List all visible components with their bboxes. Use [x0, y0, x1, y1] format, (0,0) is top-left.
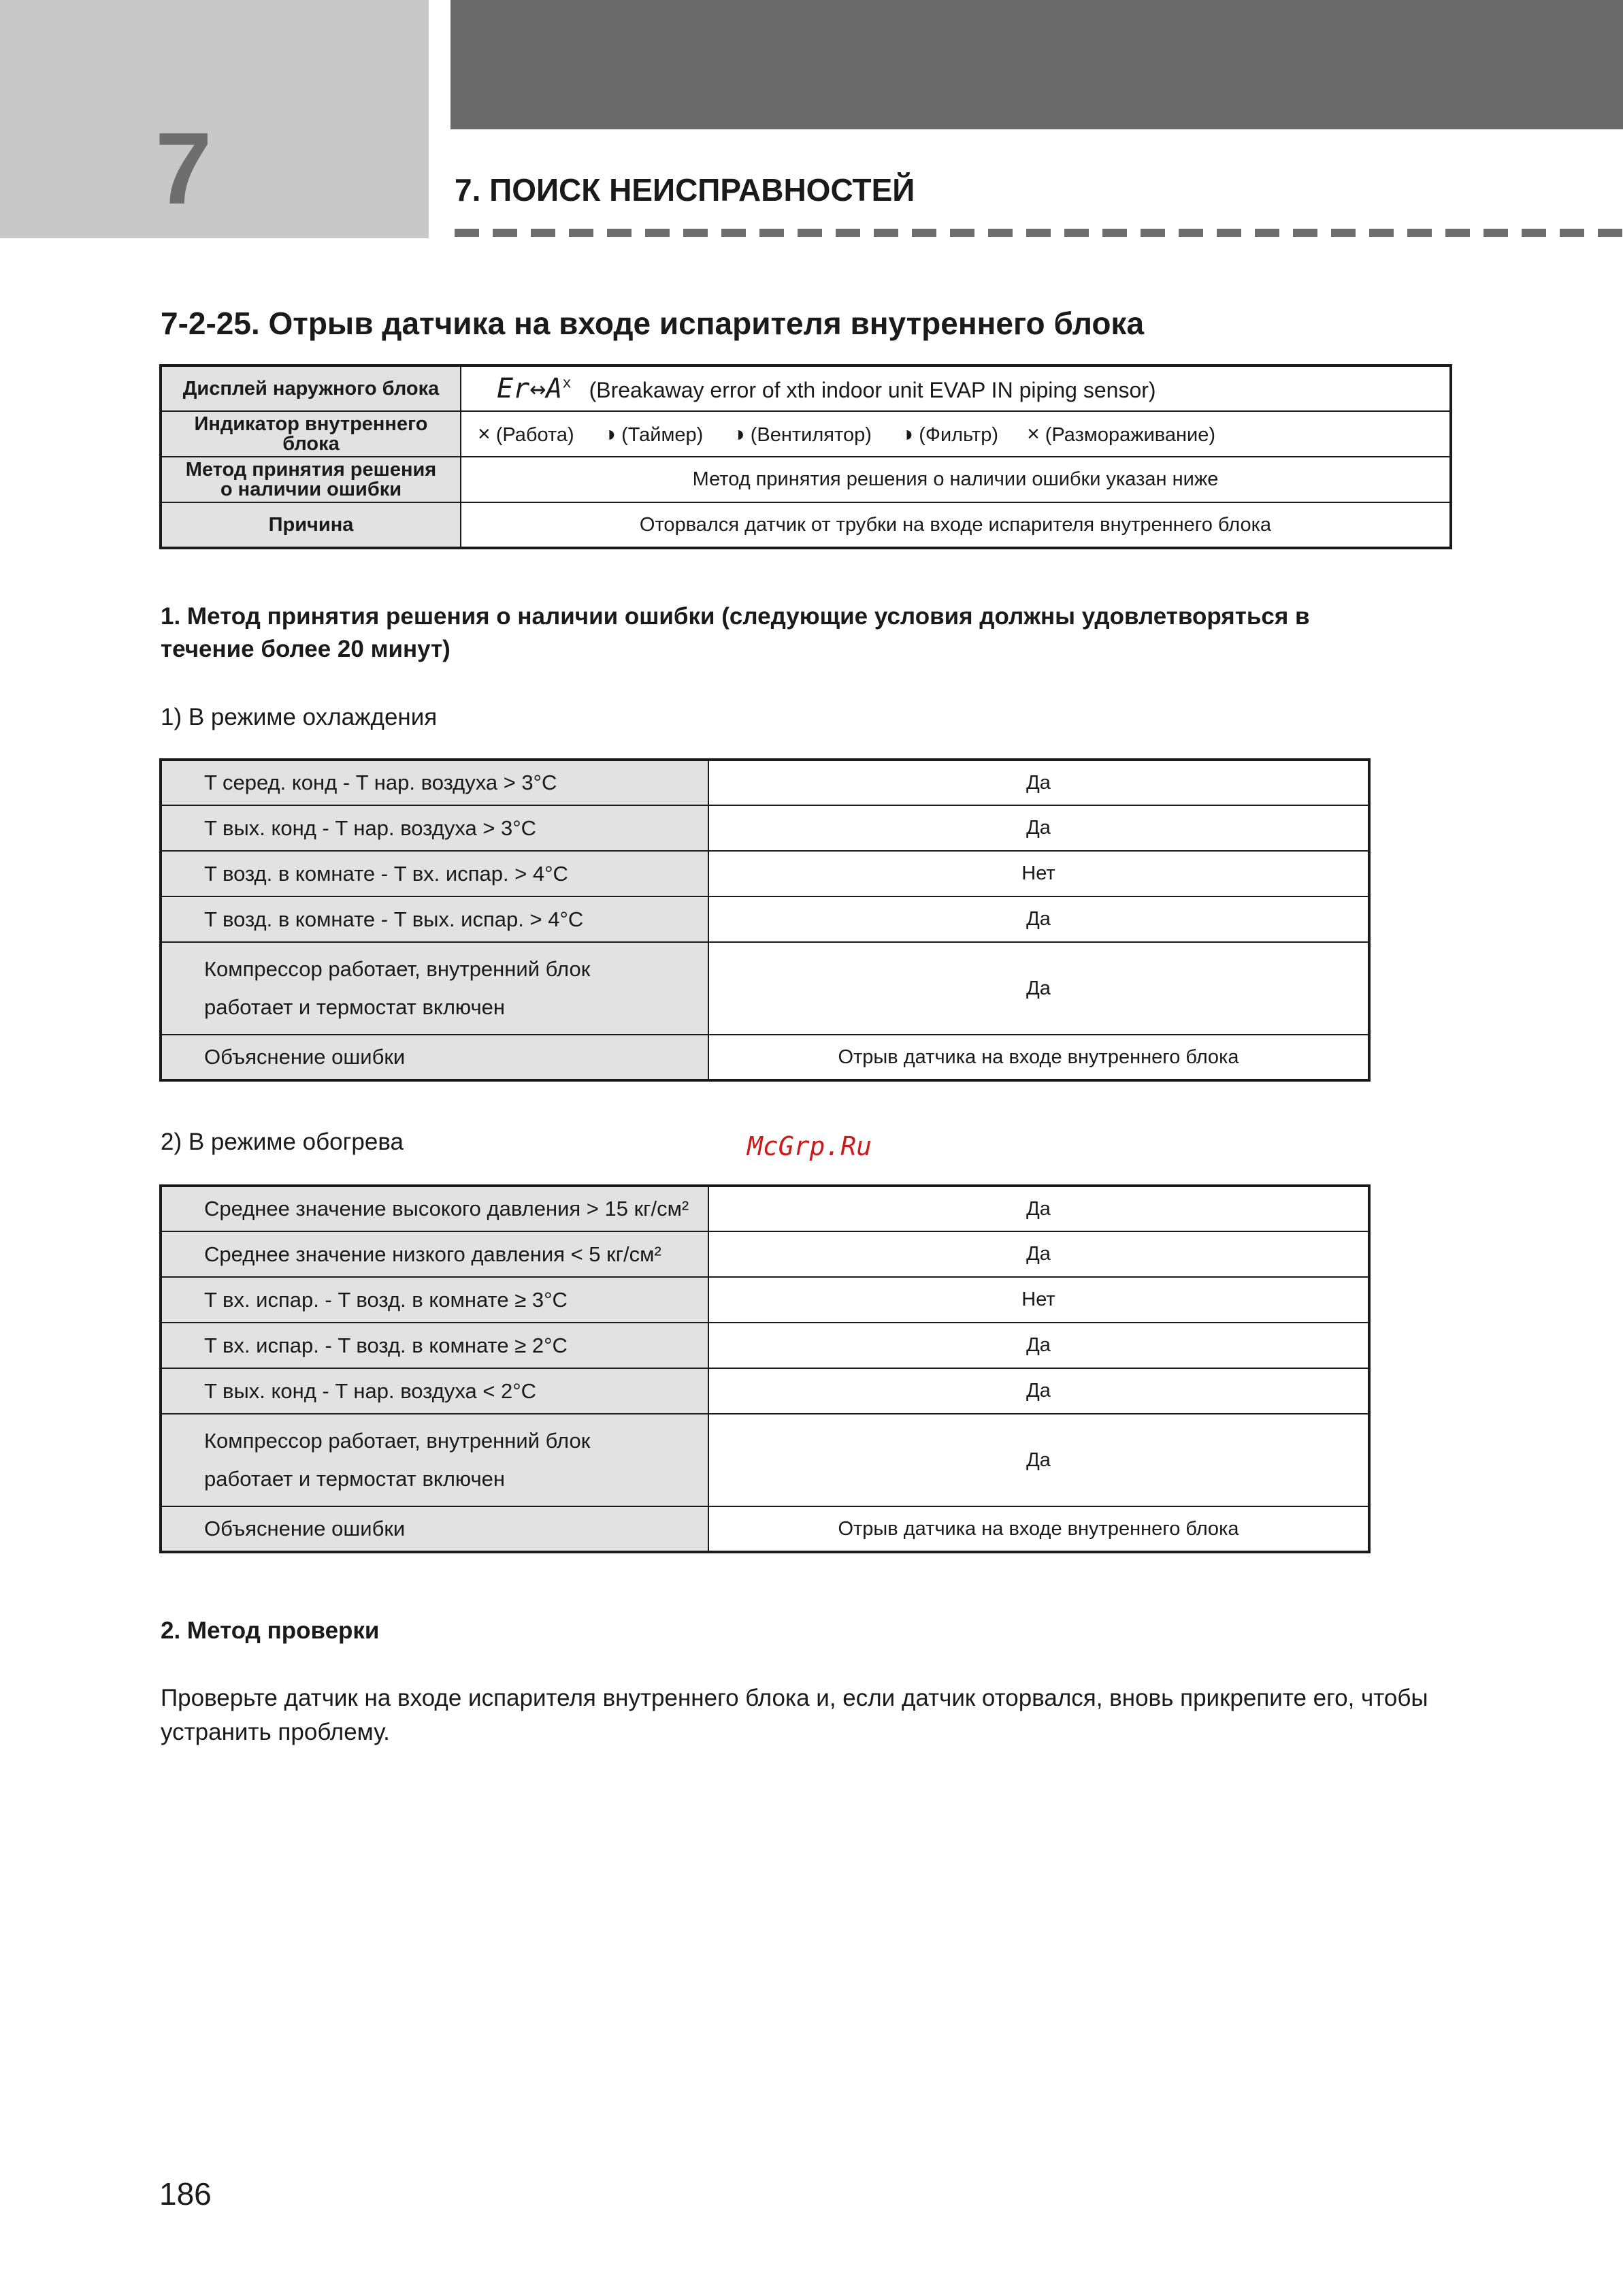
cooling-mode-title: 1) В режиме охлаждения [161, 704, 438, 730]
heating-mode-title: 2) В режиме обогрева [161, 1129, 404, 1155]
condition-cell: Среднее значение низкого давления < 5 кг/см² [161, 1231, 708, 1277]
heating-conditions-table [159, 1184, 1371, 1553]
display-value [461, 366, 1451, 411]
answer-cell: Да [708, 896, 1369, 942]
table-row [161, 942, 1369, 1035]
condition-cell: T возд. в комнате - T вых. испар. > 4°C [161, 896, 708, 942]
error-info-table [159, 364, 1452, 549]
answer-cell: Да [708, 805, 1369, 851]
half-circle-icon: ◑ [602, 421, 617, 446]
indicator-run: × (Работа) [478, 421, 574, 446]
check-method-heading: 2. Метод проверки [161, 1617, 380, 1644]
decision-method-heading: 1. Метод принятия решения о наличии ошибки (следующие условия должны удовлетворяться в течение более 20 минут) [161, 603, 1310, 662]
table-row [161, 502, 1451, 548]
answer-cell: Да [708, 942, 1369, 1035]
answer-cell: Нет [708, 851, 1369, 896]
table-row [161, 1506, 1369, 1552]
display-label: Дисплей наружного блока [161, 366, 461, 411]
condition-cell: Компрессор работает, внутренний блок работает и термостат включен [161, 942, 708, 1035]
table-row [161, 805, 1369, 851]
chapter-tab [0, 0, 429, 238]
half-circle-icon: ◑ [900, 421, 914, 446]
condition-cell: T вх. испар. - T возд. в комнате ≥ 3°C [161, 1277, 708, 1323]
watermark: McGrp.Ru [747, 1131, 872, 1161]
cooling-conditions-table [159, 758, 1371, 1082]
method-value: Метод принятия решения о наличии ошибки указан ниже [461, 457, 1451, 502]
table-row [161, 1414, 1369, 1506]
indicator-filter: ◑ (Фильтр) [900, 421, 998, 446]
cause-label: Причина [161, 502, 461, 548]
section-title: 7-2-25. Отрыв датчика на входе испарителя внутреннего блока [161, 306, 1145, 341]
answer-cell: Да [708, 760, 1369, 805]
condition-cell: T вых. конд - T нар. воздуха > 3°C [161, 805, 708, 851]
chapter-number: 7 [155, 111, 212, 225]
table-row [161, 851, 1369, 896]
cross-icon: × [1027, 421, 1040, 446]
table-row [161, 457, 1451, 502]
indicator-label: Индикатор внутреннего блока [161, 411, 461, 457]
cross-icon: × [478, 421, 491, 446]
error-code-desc: (Breakaway error of xth indoor unit EVAP IN piping sensor) [589, 378, 1156, 402]
half-circle-icon: ◑ [732, 421, 745, 446]
answer-cell: Да [708, 1323, 1369, 1368]
table-row [161, 366, 1451, 411]
condition-cell: T вх. испар. - T возд. в комнате ≥ 2°C [161, 1323, 708, 1368]
indicator-value [461, 411, 1451, 457]
table-row [161, 1277, 1369, 1323]
header-bar [450, 0, 1623, 129]
check-method-text: Проверьте датчик на входе испарителя внутреннего блока и, если датчик оторвался, вновь прикрепите его, чтобы устранить проблему. [161, 1685, 1428, 1745]
answer-cell: Да [708, 1368, 1369, 1414]
chapter-title: 7. ПОИСК НЕИСПРАВНОСТЕЙ [455, 172, 915, 208]
condition-cell: Объяснение ошибки [161, 1035, 708, 1080]
answer-cell: Да [708, 1231, 1369, 1277]
indicator-timer: ◑ (Таймер) [602, 421, 704, 446]
page-number: 186 [159, 2176, 212, 2212]
condition-cell: T возд. в комнате - T вх. испар. > 4°C [161, 851, 708, 896]
answer-cell: Нет [708, 1277, 1369, 1323]
header-dashed-rule [455, 229, 1623, 237]
answer-cell: Да [708, 1414, 1369, 1506]
table-row [161, 1323, 1369, 1368]
table-row [161, 1186, 1369, 1231]
table-row [161, 411, 1451, 457]
condition-cell: Компрессор работает, внутренний блок работает и термостат включен [161, 1414, 708, 1506]
condition-cell: Среднее значение высокого давления > 15 кг/см² [161, 1186, 708, 1231]
method-label: Метод принятия решения о наличии ошибки [161, 457, 461, 502]
error-code: $Er\leftrightarrow A^x$ [497, 373, 572, 404]
table-row [161, 1231, 1369, 1277]
answer-cell: Отрыв датчика на входе внутреннего блока [708, 1035, 1369, 1080]
cause-value: Оторвался датчик от трубки на входе испарителя внутреннего блока [461, 502, 1451, 548]
indicator-defrost: × (Размораживание) [1027, 421, 1216, 446]
answer-cell: Да [708, 1186, 1369, 1231]
condition-cell: T серед. конд - T нар. воздуха > 3°C [161, 760, 708, 805]
condition-cell: Объяснение ошибки [161, 1506, 708, 1552]
indicator-fan: ◑ (Вентилятор) [732, 421, 872, 446]
answer-cell: Отрыв датчика на входе внутреннего блока [708, 1506, 1369, 1552]
condition-cell: T вых. конд - T нар. воздуха < 2°C [161, 1368, 708, 1414]
table-row [161, 1035, 1369, 1080]
table-row [161, 760, 1369, 805]
table-row [161, 896, 1369, 942]
table-row [161, 1368, 1369, 1414]
